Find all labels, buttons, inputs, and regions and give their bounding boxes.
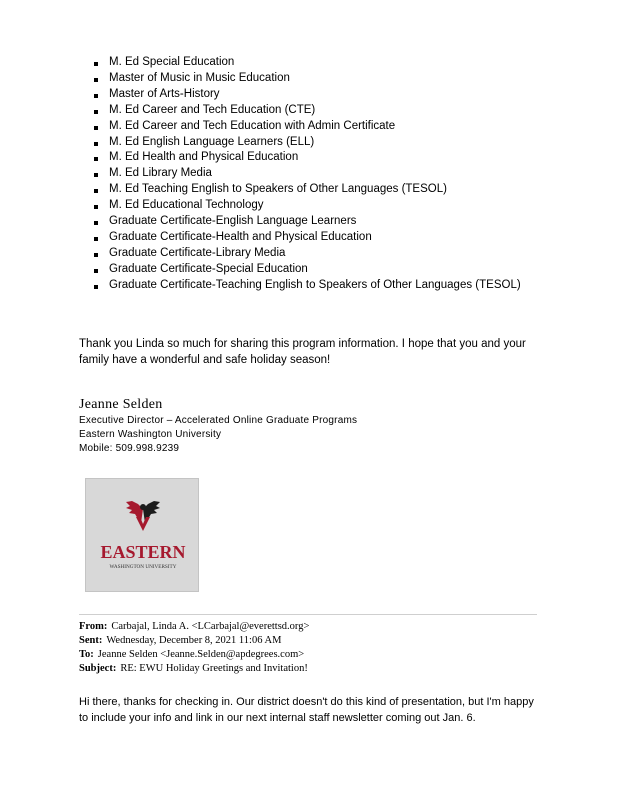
program-list-item: Graduate Certificate-Special Education — [94, 262, 534, 278]
program-list-item: Master of Music in Music Education — [94, 71, 534, 87]
program-list-item: Graduate Certificate-Teaching English to Speakers of Other Languages (TESOL) — [94, 278, 534, 294]
from-label: From: — [79, 621, 108, 632]
program-list-item: Graduate Certificate-Health and Physical Education — [94, 230, 534, 246]
sent-label: Sent: — [79, 635, 103, 646]
signature-organization: Eastern Washington University — [79, 429, 222, 440]
program-list-item: M. Ed Teaching English to Speakers of Other Languages (TESOL) — [94, 182, 534, 198]
signature-phone: Mobile: 509.998.9239 — [79, 443, 180, 454]
program-list-item: M. Ed Library Media — [94, 166, 534, 182]
sent-value: Wednesday, December 8, 2021 11:06 AM — [106, 635, 282, 646]
signature-title: Executive Director – Accelerated Online Graduate Programs — [79, 415, 358, 426]
eagle-icon — [126, 501, 160, 531]
subject-label: Subject: — [79, 663, 117, 674]
university-logo — [85, 478, 199, 592]
reply-body: Hi there, thanks for checking in. Our district doesn't do this kind of presentation, but I'm happy to include your info and link in our next internal staff newsletter coming out Jan. 6. — [79, 696, 534, 724]
program-list-item: M. Ed Special Education — [94, 55, 534, 71]
header-divider — [79, 614, 537, 615]
program-list-item: M. Ed Career and Tech Education with Admin Certificate — [94, 119, 534, 135]
header-from — [79, 620, 309, 634]
from-value: Carbajal, Linda A. <LCarbajal@everettsd.org> — [111, 621, 310, 632]
header-subject — [79, 662, 308, 676]
closing-message: Thank you Linda so much for sharing this program information. I hope that you and your family have a wonderful and safe holiday season! — [79, 338, 526, 366]
program-list-item: M. Ed Career and Tech Education (CTE) — [94, 103, 534, 119]
signature-name: Jeanne Selden — [79, 397, 163, 412]
to-label: To: — [79, 649, 94, 660]
program-list — [94, 55, 534, 294]
header-to — [79, 648, 304, 662]
program-list-item: Graduate Certificate-Library Media — [94, 246, 534, 262]
subject-value: RE: EWU Holiday Greetings and Invitation! — [120, 663, 308, 674]
program-list-item: M. Ed Educational Technology — [94, 198, 534, 214]
logo-wordmark: EASTERN — [100, 542, 186, 562]
program-list-item: M. Ed Health and Physical Education — [94, 150, 534, 166]
program-list-item: M. Ed English Language Learners (ELL) — [94, 135, 534, 151]
logo-subline: WASHINGTON UNIVERSITY — [109, 564, 177, 570]
to-value: Jeanne Selden <Jeanne.Selden@apdegrees.com> — [97, 649, 305, 660]
program-list-item: Graduate Certificate-English Language Learners — [94, 214, 534, 230]
header-sent — [79, 634, 281, 648]
program-list-item: Master of Arts-History — [94, 87, 534, 103]
